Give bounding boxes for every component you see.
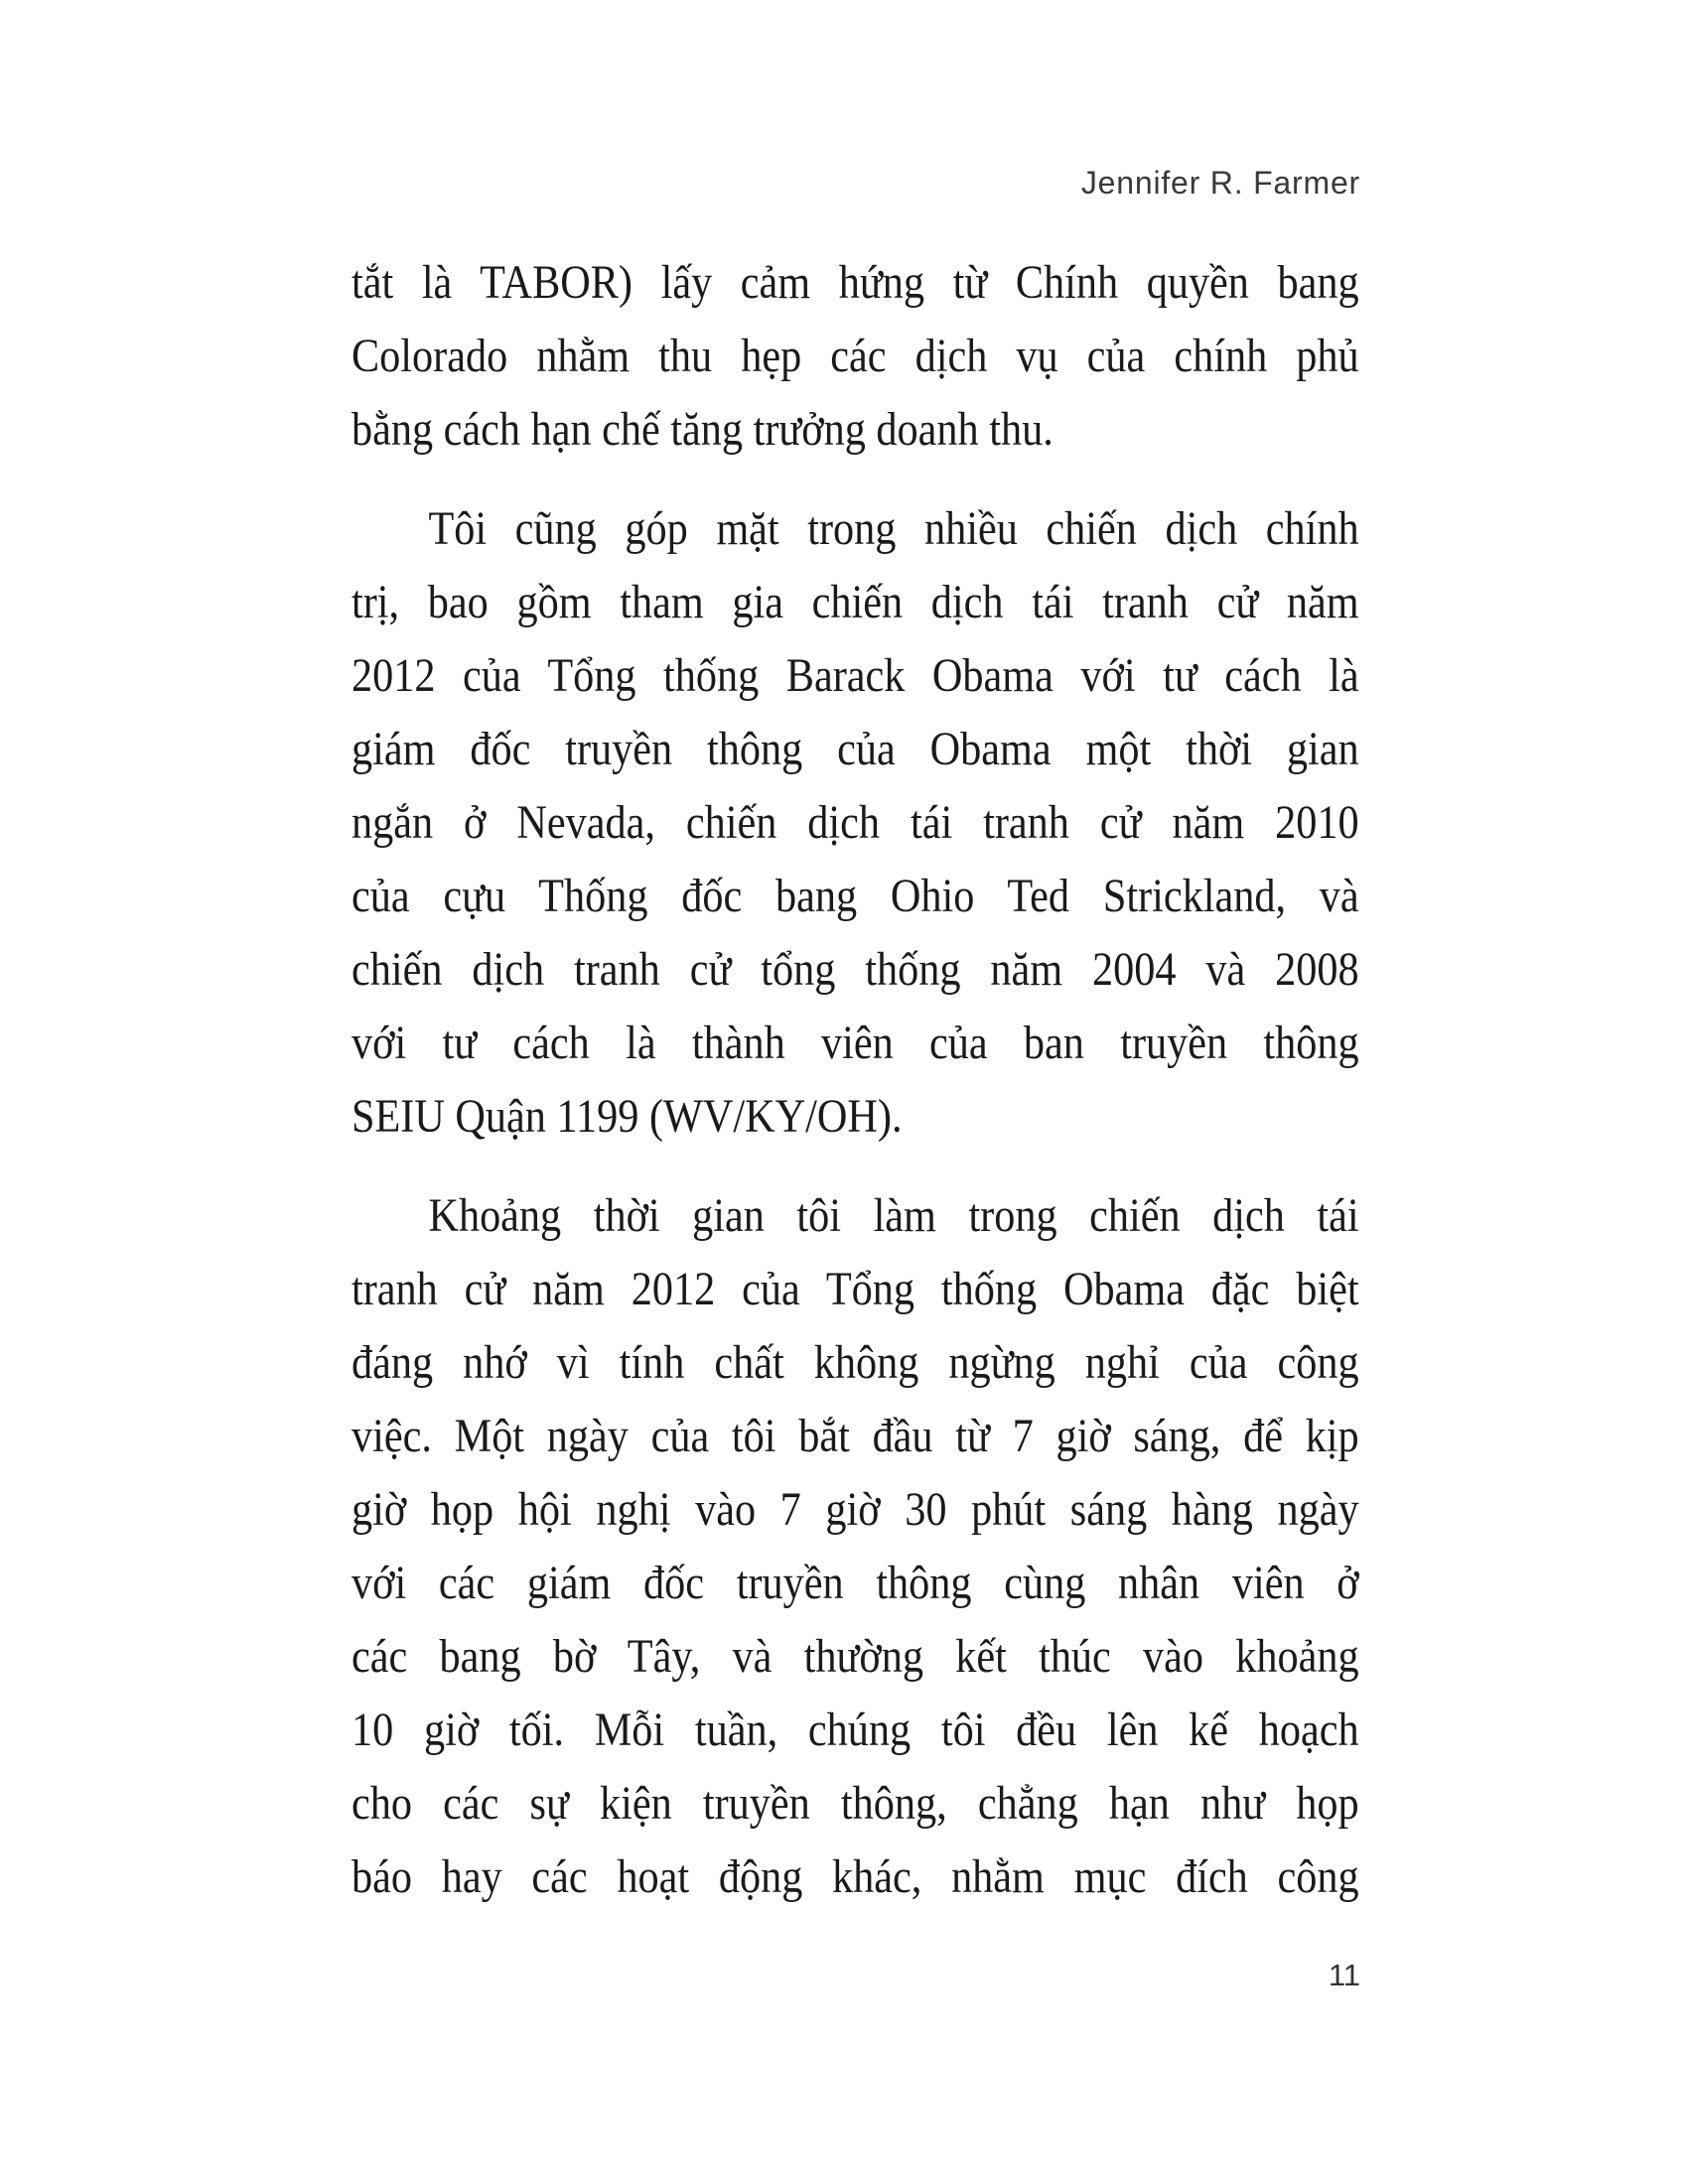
text-line: tranh cử năm 2012 của Tổng thống Obama đặc biệt — [352, 1263, 1359, 1315]
text-line: tắt là TABOR) lấy cảm hứng từ Chính quyền bang — [352, 256, 1359, 309]
paragraph — [352, 1179, 1359, 1914]
text-line: Colorado nhằm thu hẹp các dịch vụ của chính phủ — [352, 330, 1359, 382]
page-number: 11 — [1328, 1958, 1360, 1992]
text-line: với các giám đốc truyền thông cùng nhân viên ở — [352, 1557, 1359, 1609]
text-line: 2012 của Tổng thống Barack Obama với tư cách là — [352, 649, 1359, 702]
text-line: cho các sự kiện truyền thông, chẳng hạn như họp — [352, 1777, 1359, 1830]
text-line: với tư cách là thành viên của ban truyền thông — [352, 1017, 1359, 1069]
text-line: chiến dịch tranh cử tổng thống năm 2004 và 2008 — [352, 943, 1359, 996]
text-line: các bang bờ Tây, và thường kết thúc vào khoảng — [352, 1630, 1359, 1683]
text-line: việc. Một ngày của tôi bắt đầu từ 7 giờ sáng, để kịp — [352, 1410, 1359, 1462]
text-line: giờ họp hội nghị vào 7 giờ 30 phút sáng hàng ngày — [352, 1483, 1359, 1536]
paragraph — [352, 492, 1359, 1154]
page-body — [352, 246, 1359, 1940]
text-line: bằng cách hạn chế tăng trưởng doanh thu. — [352, 403, 1054, 456]
text-line: của cựu Thống đốc bang Ohio Ted Strickland, và — [352, 870, 1359, 922]
running-header-author: Jennifer R. Farmer — [1080, 165, 1360, 201]
text-line: trị, bao gồm tham gia chiến dịch tái tranh cử năm — [352, 576, 1359, 628]
text-line: SEIU Quận 1199 (WV/KY/OH). — [352, 1090, 903, 1143]
text-line: giám đốc truyền thông của Obama một thời gian — [352, 723, 1359, 775]
text-line: 10 giờ tối. Mỗi tuần, chúng tôi đều lên kế hoạch — [352, 1704, 1359, 1756]
text-line: đáng nhớ vì tính chất không ngừng nghỉ của công — [352, 1336, 1359, 1389]
paragraph — [352, 246, 1359, 467]
text-line: Khoảng thời gian tôi làm trong chiến dịch tái — [428, 1189, 1359, 1242]
text-line: Tôi cũng góp mặt trong nhiều chiến dịch chính — [428, 502, 1359, 555]
text-line: ngắn ở Nevada, chiến dịch tái tranh cử năm 2010 — [352, 796, 1359, 849]
text-line: báo hay các hoạt động khác, nhằm mục đích công — [352, 1850, 1359, 1903]
